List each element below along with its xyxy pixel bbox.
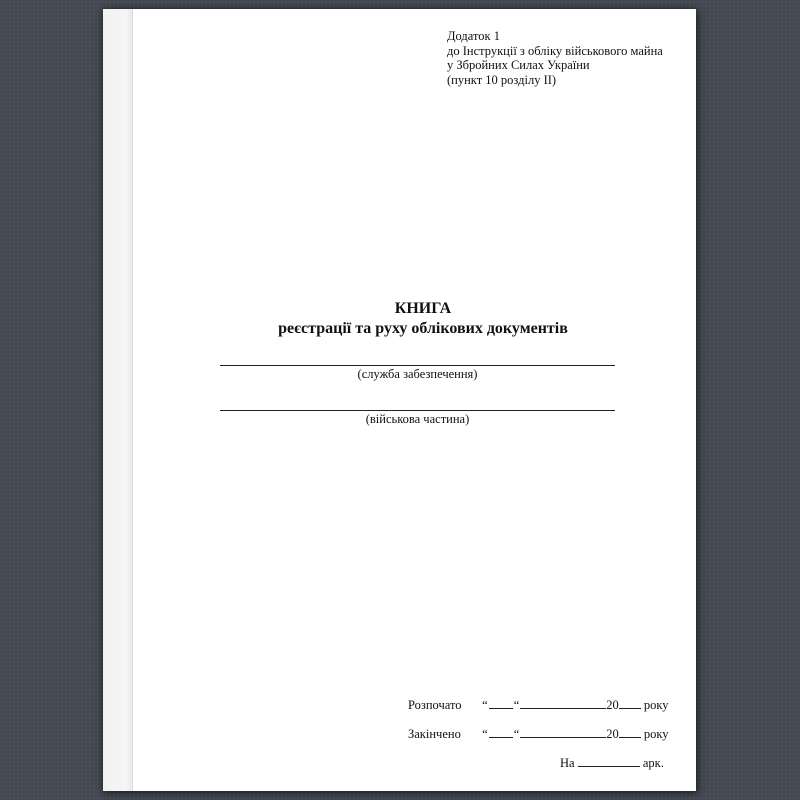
finished-month-blank: [520, 726, 606, 738]
started-year-word: року: [643, 698, 669, 712]
started-label: Розпочато: [408, 698, 462, 712]
book-title: [223, 299, 623, 339]
appendix-line-4: (пункт 10 розділу ІІ): [447, 72, 557, 87]
unit-caption: (військова частина): [365, 412, 470, 426]
sheets-row: [560, 755, 664, 771]
finished-year-blank: [619, 726, 641, 738]
started-day-blank: [489, 697, 513, 709]
finished-day-blank: [489, 726, 513, 738]
sheets-prefix: На: [560, 756, 575, 770]
finished-year-word: року: [643, 727, 669, 741]
started-month-blank: [520, 697, 606, 709]
started-year-blank: [619, 697, 641, 709]
title-subtitle: реєстрації та руху облікових документів: [278, 320, 568, 337]
finished-century: 20: [606, 727, 619, 741]
finished-label: Закінчено: [408, 727, 461, 741]
open-quote: “: [482, 698, 488, 712]
unit-fill-line: [220, 410, 615, 411]
service-fill-line: [220, 365, 615, 366]
binding-strip: [103, 9, 133, 791]
close-quote: “: [513, 698, 520, 712]
sheets-count-blank: [578, 755, 640, 767]
finished-row: [408, 726, 669, 742]
document-page: [103, 9, 696, 791]
started-century: 20: [606, 698, 619, 712]
appendix-line-2: до Інструкції з обліку військового майна: [447, 43, 663, 58]
sheets-suffix: арк.: [642, 756, 664, 770]
started-row: [408, 697, 669, 713]
appendix-line-3: у Збройних Силах України: [447, 58, 590, 72]
open-quote: “: [482, 727, 488, 741]
appendix-line-1: Додаток 1: [447, 29, 500, 43]
appendix-note: [447, 29, 663, 87]
service-caption: (служба забезпечення): [357, 367, 478, 381]
title-main: КНИГА: [394, 300, 452, 317]
close-quote: “: [513, 727, 520, 741]
